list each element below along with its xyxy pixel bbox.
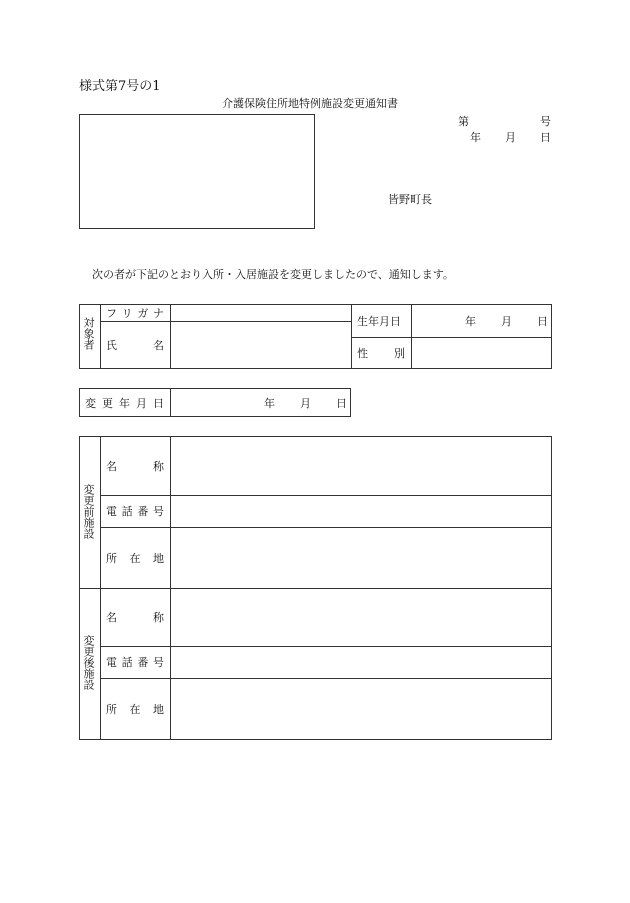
after-facility-address-label: 所 在 地: [106, 703, 164, 716]
after-facility-section-label: 変更後施設: [82, 635, 95, 690]
after-facility-phone-input[interactable]: [171, 647, 551, 677]
after-facility-address-input[interactable]: [171, 679, 551, 739]
change-date-input[interactable]: [171, 389, 350, 416]
before-facility-section-label: 変更前施設: [82, 484, 95, 539]
after-facility-phone-label: 電 話 番 号: [106, 656, 164, 669]
doc-number-field[interactable]: [474, 114, 536, 128]
birthdate-input[interactable]: [412, 305, 551, 336]
subject-section-label: 対象者: [82, 317, 95, 350]
birthdate-label: 生年月日: [357, 315, 401, 328]
sex-input[interactable]: [412, 338, 551, 368]
form-number: 様式第7号の1: [79, 79, 161, 94]
change-date-day: 日: [336, 397, 347, 410]
change-date-year: 年: [264, 397, 275, 410]
issue-date-year: 年: [470, 131, 481, 144]
before-facility-name-label: 名 称: [106, 460, 164, 473]
intro-text: 次の者が下記のとおり入所・入居施設を変更しましたので、通知します。: [92, 268, 454, 281]
before-facility-phone-input[interactable]: [171, 496, 551, 526]
furigana-input[interactable]: [171, 305, 350, 320]
before-facility-name-input[interactable]: [171, 437, 551, 494]
sex-label: 性 別: [357, 347, 405, 360]
birthdate-year: 年: [465, 315, 476, 328]
before-facility-phone-label: 電 話 番 号: [106, 505, 164, 518]
after-facility-name-input[interactable]: [171, 589, 551, 645]
issuer-name: 皆野町長: [388, 193, 432, 206]
before-facility-address-input[interactable]: [171, 528, 551, 587]
issue-date-month: 月: [505, 131, 516, 144]
doc-number-prefix: 第: [458, 115, 469, 128]
form-title: 介護保険住所地特例施設変更通知書: [222, 97, 398, 110]
furigana-label: フ リ ガ ナ: [106, 307, 164, 320]
issue-date-day: 日: [540, 131, 551, 144]
birthdate-day: 日: [537, 315, 548, 328]
change-date-label: 変 更 年 月 日: [85, 397, 164, 410]
name-label: 氏 名: [106, 339, 164, 352]
birthdate-month: 月: [501, 315, 512, 328]
change-date-month: 月: [300, 397, 311, 410]
recipient-address-box[interactable]: [79, 114, 315, 229]
doc-number-suffix: 号: [540, 115, 551, 128]
after-facility-name-label: 名 称: [106, 611, 164, 624]
name-input[interactable]: [171, 322, 350, 368]
before-facility-address-label: 所 在 地: [106, 552, 164, 565]
